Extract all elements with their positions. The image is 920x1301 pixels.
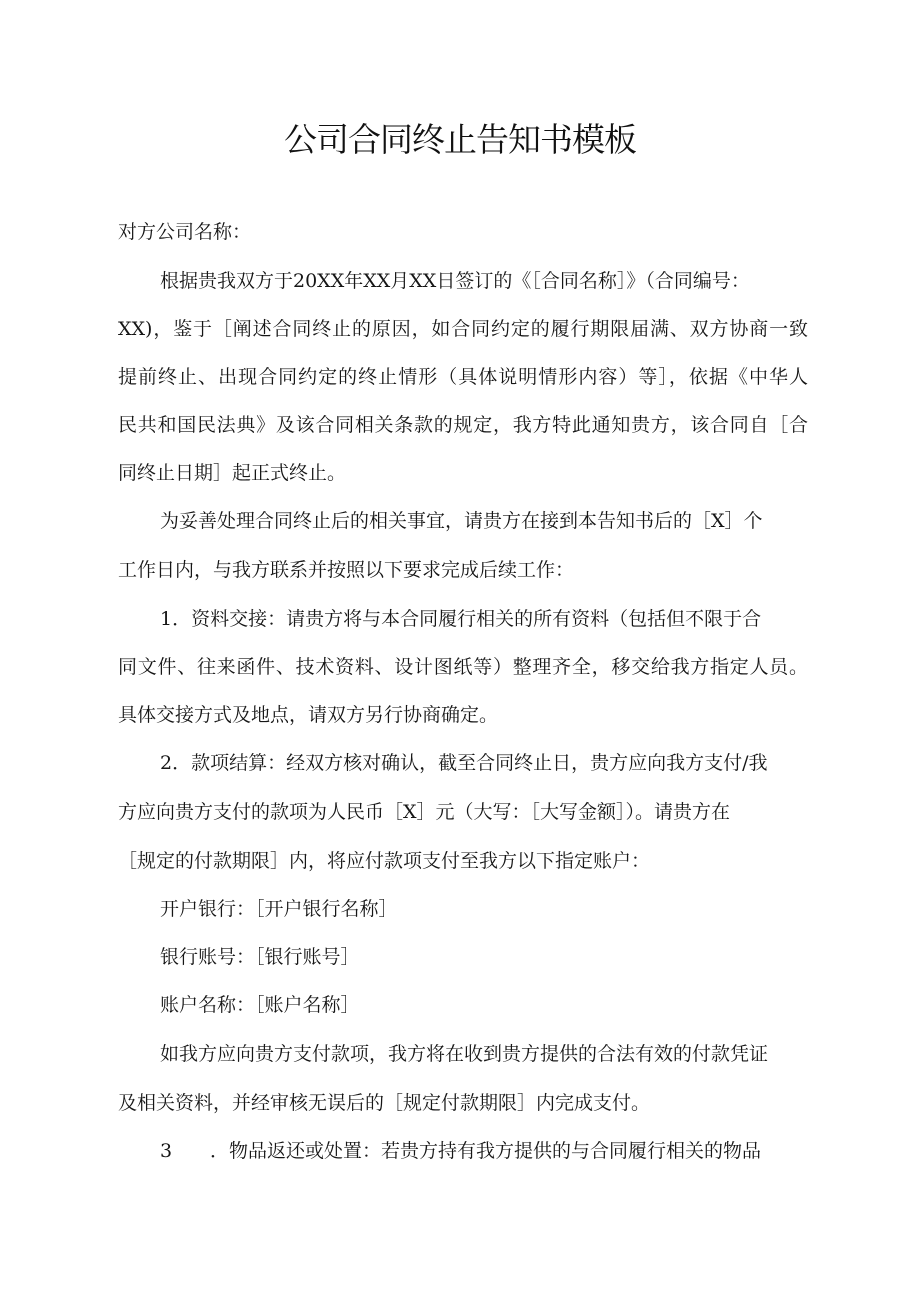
para1-line-5: 同终止日期］起正式终止。 [118,462,347,484]
account-name-line: 账户名称：［账户名称］ [160,994,360,1016]
para2-line-1: 为妥善处理合同终止后的相关事宜，请贵方在接到本告知书后的［X］个 [160,510,763,532]
bank-account-line: 银行账号：［银行账号］ [160,946,360,968]
item1-line-3: 具体交接方式及地点，请双方另行协商确定。 [118,704,499,726]
para1-line-1: 根据贵我双方于20XX年XX月XX日签订的《［合同名称］》（合同编号： [160,270,750,292]
item3-line-1 [160,1136,761,1166]
salutation: 对方公司名称： [118,221,252,243]
item2-line-2: 方应向贵方支付的款项为人民币［X］元（大写：［大写金额］）。请贵方在 [118,801,731,823]
item2-line-1: 2．款项结算：经双方核对确认，截至合同终止日，贵方应向我方支付/我 [160,752,768,774]
para3-line-1: 如我方应向贵方支付款项，我方将在收到贵方提供的合法有效的付款凭证 [160,1043,769,1065]
item1-line-1: 1．资料交接：请贵方将与本合同履行相关的所有资料（包括但不限于合 [160,608,762,630]
bank-name-line: 开户银行：［开户银行名称］ [160,898,398,920]
document-title: 公司合同终止告知书模板 [284,120,636,159]
item3-number: 3 [160,1140,173,1162]
item2-line-3: ［规定的付款期限］内，将应付款项支付至我方以下指定账户： [118,850,651,872]
para1-line-4: 民共和国民法典》及该合同相关条款的规定，我方特此通知贵方，该合同自［合 [118,414,808,436]
para2-line-2: 工作日内，与我方联系并按照以下要求完成后续工作： [118,559,575,581]
item3-text: ．物品返还或处置：若贵方持有我方提供的与合同履行相关的物品 [210,1140,762,1162]
para1-line-3: 提前终止、出现合同约定的终止情形（具体说明情形内容）等］，依据《中华人 [118,366,808,388]
para1-line-2: XX)，鉴于［阐述合同终止的原因，如合同约定的履行期限届满、双方协商一致 [118,318,808,340]
item1-line-2: 同文件、往来函件、技术资料、设计图纸等）整理齐全，移交给我方指定人员。 [118,656,808,678]
para3-line-2: 及相关资料，并经审核无误后的［规定付款期限］内完成支付。 [118,1092,651,1114]
